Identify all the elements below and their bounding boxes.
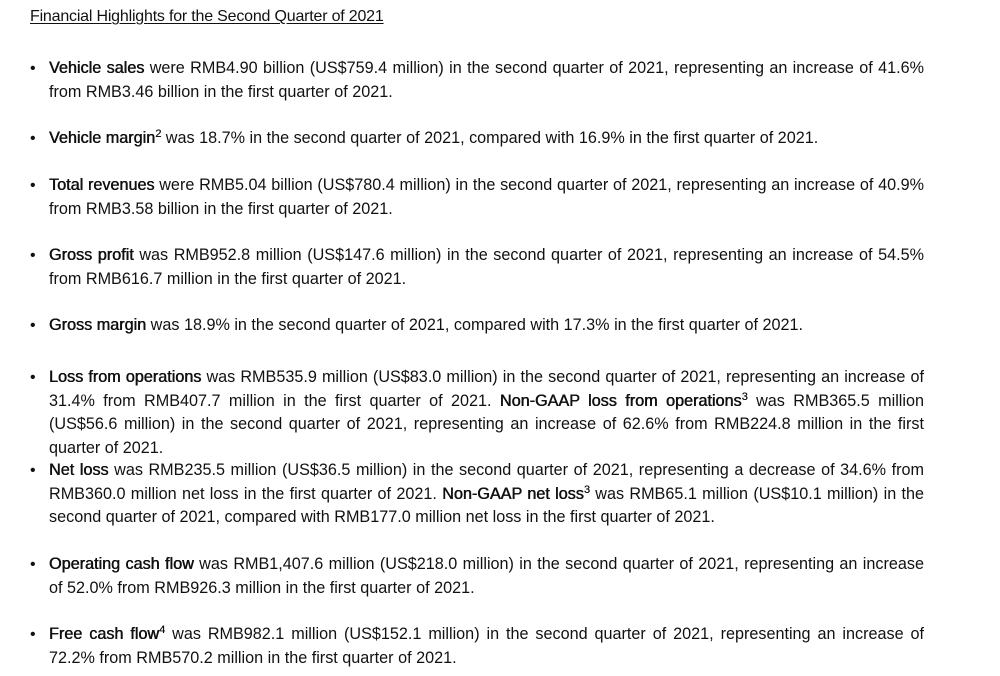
bullet-gross-profit (49, 244, 924, 291)
footnote-marker: 2 (155, 128, 162, 140)
bullet-text: was RMB952.8 million (US$147.6 million) in the second quarter of 2021, representing an increase of 54.5% from RMB616.7 million in the first quarter of 2021. (49, 246, 924, 288)
bullet-gross-margin (49, 314, 924, 338)
bullet-text: were RMB4.90 billion (US$759.4 million) in the second quarter of 2021, representing an increase of 41.6% from RMB3.46 billion in the first quarter of 2021. (49, 59, 925, 101)
bullet-term: Gross profit (49, 246, 134, 264)
bullet-text: was 18.7% in the second quarter of 2021, compared with 16.9% in the first quarter of 2021. (161, 129, 819, 147)
bullet-text: was RMB982.1 million (US$152.1 million) in the second quarter of 2021, representing an increase of 72.2% from RMB570.2 million in the first quarter of 2021. (49, 625, 924, 667)
bullet-total-revenues (49, 174, 924, 221)
bullet-term: Vehicle margin (49, 129, 156, 147)
footnote-marker: 3 (583, 483, 590, 496)
bullet-free-cash-flow (49, 623, 924, 670)
bullet-term: Operating cash flow (49, 555, 194, 573)
bullet-term: Loss from operations (49, 368, 202, 386)
bullet-term: Vehicle sales (49, 59, 145, 77)
bullet-term: Net loss (49, 461, 109, 479)
footnote-marker: 3 (741, 390, 748, 403)
bullet-vehicle-margin (49, 127, 924, 151)
bullet-text: was RMB1,407.6 million (US$218.0 million) in the second quarter of 2021, representing an increase of 52.0% from RMB926.3 million in the first quarter of 2021. (49, 555, 924, 597)
bullet-vehicle-sales (49, 57, 924, 104)
bullet-term-secondary: Non-GAAP loss from operations (499, 391, 742, 410)
bullet-text: was RMB535.9 million (US$83.0 million) in the second quarter of 2021, representing an increase of 31.4% from RMB407.7 million in the first quarter of 2021. (49, 368, 924, 410)
bullet-net-loss (49, 459, 924, 530)
bullet-text: was RMB235.5 million (US$36.5 million) in the second quarter of 2021, representing a decrease of 34.6% from RMB360.0 million net loss in the first quarter of 2021. (49, 461, 925, 503)
section-heading: Financial Highlights for the Second Quarter of 2021 (30, 8, 384, 25)
bullet-term: Free cash flow (49, 625, 160, 643)
bullet-operating-cash-flow (49, 553, 924, 600)
bullet-term: Total revenues (49, 176, 155, 194)
footnote-marker: 4 (159, 624, 166, 636)
bullet-text: were RMB5.04 billion (US$780.4 million) in the second quarter of 2021, representing an increase of 40.9% from RMB3.58 billion in the first quarter of 2021. (49, 176, 924, 218)
bullet-text-secondary: was RMB65.1 million (US$10.1 million) in the second quarter of 2021, compared with RMB177.0 million net loss in the first quarter of 2021. (49, 484, 925, 526)
bullet-loss-from-operations (49, 366, 924, 460)
bullet-text: was 18.9% in the second quarter of 2021, compared with 17.3% in the first quarter of 2021. (146, 316, 804, 334)
bullet-text-secondary: was RMB365.5 million (US$56.6 million) in the second quarter of 2021, representing an increase of 62.6% from RMB224.8 million in the first quarter of 2021. (49, 391, 925, 457)
bullet-term-secondary: Non-GAAP net loss (442, 484, 584, 503)
bullet-term: Gross margin (49, 316, 147, 334)
